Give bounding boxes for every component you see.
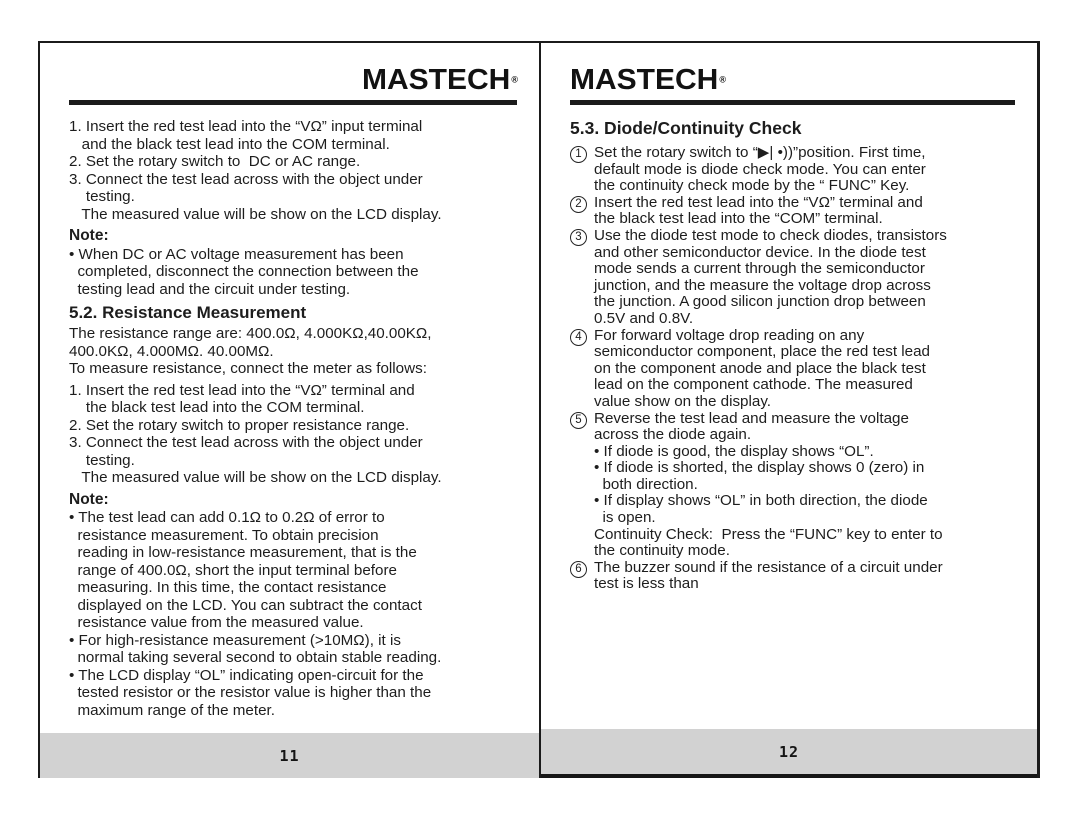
text-line: Set the rotary switch to “▶| •))”position. First time, [594,144,926,161]
text-line: testing. [69,451,135,469]
text-line: 0.5V and 0.8V. [594,309,694,327]
text-line: Use the diode test mode to check diodes, transistors [594,226,947,244]
text-line: displayed on the LCD. You can subtract the contact [69,596,422,614]
note-heading: Note: [69,490,109,508]
text-line: 1. Insert the red test lead into the “VΩ” input terminal [69,118,423,135]
list-item [570,228,1015,328]
section-heading: 5.3. Diode/Continuity Check [570,118,802,138]
text-line: tested resistor or the resistor value is higher than the [69,684,432,701]
text-line: The resistance range are: 400.0Ω, 4.000KΩ,40.00KΩ, [69,325,432,342]
text-line: 3. Connect the test lead across with the object under [69,170,423,188]
text-line: The measured value will be show on the LCD display. [69,205,442,223]
text-line: • If diode is good, the display shows “OL”. [594,442,874,460]
text-line: 2. Set the rotary switch to DC or AC range. [69,153,361,170]
list-item-text [594,411,1015,560]
text-block [69,325,517,378]
text-line: 2. Set the rotary switch to proper resistance range. [69,416,410,434]
text-line: value show on the display. [594,392,772,410]
header-rule [570,100,1015,105]
text-line: reading in low-resistance measurement, that is the [69,544,417,561]
circled-number: 2 [570,196,587,213]
text-line: Insert the red test lead into the “VΩ” terminal and [594,193,923,211]
circled-list [570,145,1015,593]
registered-mark: ® [719,74,726,85]
header-rule [69,100,517,105]
text-line: testing lead and the circuit under testing. [69,280,351,298]
text-line: default mode is diode check mode. You can enter [594,160,926,178]
circled-number: 6 [570,561,587,578]
circled-number: 3 [570,229,587,246]
list-item [570,560,1015,593]
manual-page-left [40,43,541,778]
text-line: semiconductor component, place the red test lead [594,343,931,361]
text-line: normal taking several second to obtain stable reading. [69,649,442,666]
text-line: lead on the component cathode. The measured [594,376,913,394]
page-number: 11 [279,746,300,765]
page-footer [40,733,539,778]
text-line: junction, and the measure the voltage drop across [594,276,931,294]
text-line: test is less than [594,575,699,593]
text-line: resistance value from the measured value. [69,614,364,631]
text-line: the continuity check mode by the “ FUNC” Key. [594,177,910,195]
circled-number: 1 [570,146,587,163]
mastech-logo [570,63,726,96]
text-line: the junction. A good silicon junction drop between [594,293,926,311]
list-item-text [594,145,1015,195]
brand-header [570,63,1015,96]
text-line: 400.0KΩ, 4.000MΩ. 40.00MΩ. [69,342,274,360]
text-line: Continuity Check: Press the “FUNC” key to enter to [594,525,943,543]
text-line: • If diode is shorted, the display shows 0 (zero) in [594,459,925,477]
page-body [40,43,539,733]
text-line: • The LCD display “OL” indicating open-circuit for the [69,666,424,684]
section-heading: 5.2. Resistance Measurement [69,303,307,322]
list-item [570,411,1015,560]
text-line: the black test lead into the COM terminal. [69,399,365,416]
list-item-text [594,560,1015,593]
circled-number: 4 [570,329,587,346]
list-item [570,145,1015,195]
text-line: To measure resistance, connect the meter as follows: [69,360,427,377]
text-line: The measured value will be show on the LCD display. [69,469,442,486]
text-block [69,118,517,223]
text-line: For forward voltage drop reading on any [594,326,865,344]
note-heading: Note: [69,227,109,244]
text-line: both direction. [594,475,698,493]
page-content [570,114,1015,729]
text-line: completed, disconnect the connection between the [69,263,419,280]
text-line: the continuity mode. [594,542,730,560]
text-line: the black test lead into the “COM” terminal. [594,210,883,228]
text-line: across the diode again. [594,426,752,444]
text-line: 3. Connect the test lead across with the object under [69,434,423,451]
text-line: • When DC or AC voltage measurement has been [69,245,404,263]
registered-mark: ® [511,74,518,85]
manual-spread [38,41,1040,778]
list-item [570,195,1015,228]
text-line: • For high-resistance measurement (>10MΩ), it is [69,631,401,649]
text-line: measuring. In this time, the contact resistance [69,579,387,596]
text-line: • If display shows “OL” in both direction, the diode [594,492,928,510]
list-item [570,328,1015,411]
text-line: and other semiconductor device. In the diode test [594,243,926,261]
list-item-text [594,228,1015,328]
text-line: testing. [69,188,135,205]
page-content [69,118,517,733]
page-number: 12 [778,742,800,761]
text-line: is open. [594,509,656,527]
list-item-text [594,328,1015,411]
text-line: The buzzer sound if the resistance of a circuit under [594,558,943,576]
text-block [69,246,517,299]
manual-page-right [541,43,1037,778]
circled-number: 5 [570,412,587,429]
page-body [541,43,1037,729]
text-line: maximum range of the meter. [69,701,275,719]
text-line: resistance measurement. To obtain precision [69,526,379,544]
text-line: mode sends a current through the semiconductor [594,260,925,278]
text-line: 1. Insert the red test lead into the “VΩ” terminal and [69,381,415,399]
text-block [69,509,517,719]
text-line: on the component anode and place the black test [594,359,926,377]
brand-header [69,63,518,96]
logo-text: MASTECH [570,63,719,96]
text-line: • The test lead can add 0.1Ω to 0.2Ω of error to [69,509,385,526]
text-line: range of 400.0Ω, short the input terminal before [69,561,397,579]
text-line: and the black test lead into the COM terminal. [69,135,390,153]
logo-text: MASTECH [362,63,511,96]
text-line: Reverse the test lead and measure the voltage [594,409,909,427]
mastech-logo [362,63,518,96]
page-footer [541,729,1037,774]
list-item-text [594,195,1015,228]
text-block [69,382,517,487]
